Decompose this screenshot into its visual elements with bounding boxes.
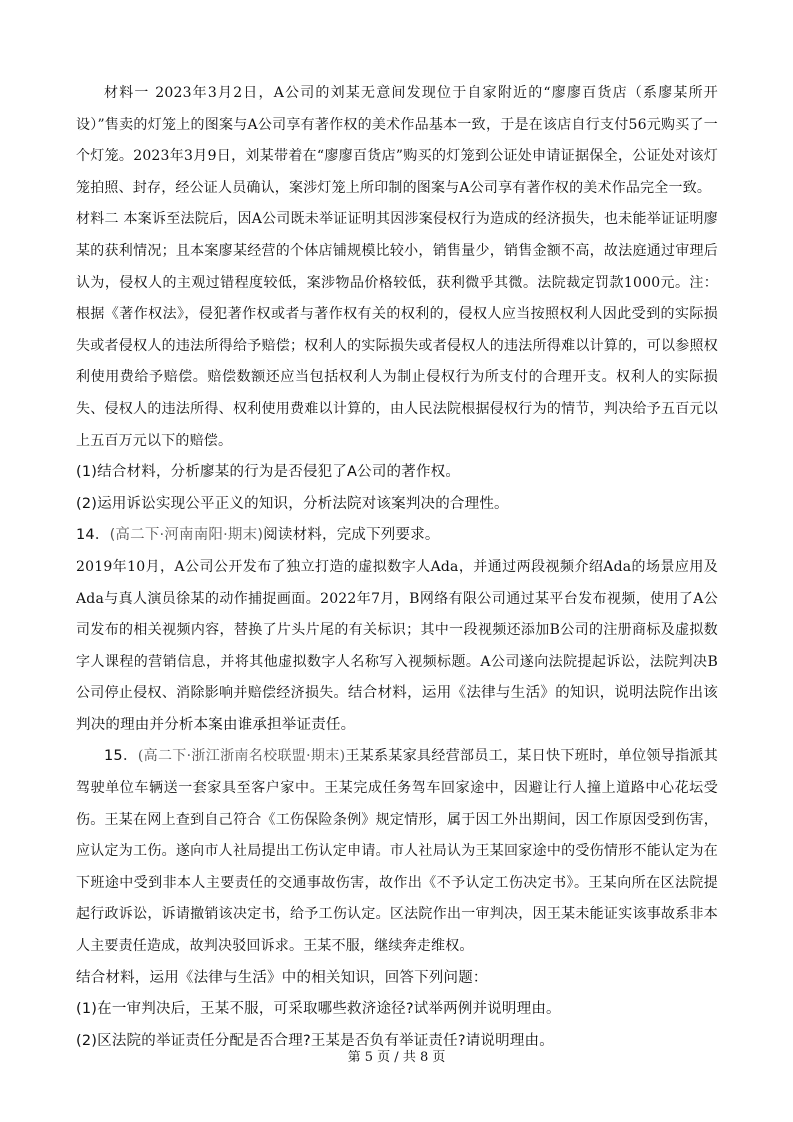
question-15-part-2: (2)区法院的举证责任分配是否合理?王某是否负有举证责任?请说明理由。 <box>76 1032 554 1049</box>
question-14-lead: 阅读材料，完成下列要求。 <box>263 527 440 544</box>
question-15-material <box>76 741 718 962</box>
question-14-task: 结合材料，运用《法律与生活》的知识，说明法院作出该判决的理由并分析本案由谁承担举证责任。 <box>76 685 718 733</box>
question-13-part-1: (1)结合材料，分析廖某的行为是否侵犯了A公司的著作权。 <box>76 464 461 481</box>
question-14-material <box>76 552 718 742</box>
question-14-header <box>76 520 718 552</box>
question-15-number: 15． <box>104 748 138 765</box>
question-13-part-2: (2)运用诉讼实现公平正义的知识，分析法院对该案判决的合理性。 <box>76 495 509 512</box>
question-15-task: 结合材料，运用《法律与生活》中的相关知识，回答下列问题： <box>76 969 488 986</box>
page-footer: 第 5 页 / 共 8 页 <box>347 1050 446 1065</box>
material-two: 材料二 本案诉至法院后，因A公司既未举证证明其因涉案侵权行为造成的经济损失，也未能举证证明廖某的获利情况；且本案廖某经营的个体店铺规模比较小，销售量少，销售金额不高，故法庭通过审理后认为，侵权人的主观过错程度较低，案涉物品价格较低，获利微乎其微。法院裁定罚款1000元。注：根据《著作权法》，侵犯著作权或者与著作权有关的权利的，侵权人应当按照权利人因此受到的实际损失或者侵权人的违法所得给予赔偿；权利人的实际损失或者侵权人的违法所得难以计算的，可以参照权利使用费给予赔偿。赔偿数额还应当包括权利人为制止侵权行为所支付的合理开支。权利人的实际损失、侵权人的违法所得、权利使用费难以计算的，由人民法院根据侵权行为的情节，判决给予五百元以上五百万元以下的赔偿。 <box>76 211 718 449</box>
question-14-number: 14． <box>76 527 110 544</box>
question-15-material-text: 王某系某家具经营部员工，某日快下班时，单位领导指派其驾驶单位车辆送一套家具至客户家中。王某完成任务驾车回家途中，因避让行人撞上道路中心花坛受伤。王某在网上查到自己符合《工伤保险条例》规定情形，属于因工外出期间，因工作原因受到伤害，应认定为工伤。遂向市人社局提出工伤认定申请。市人社局认为王某回家途中的受伤情形不能认定为在下班途中受到非本人主要责任的交通事故伤害，故作出《不予认定工伤决定书》。王某向所在区法院提起行政诉讼，诉请撤销该决定书，给予工伤认定。区法院作出一审判决，因王某未能证实该事故系非本人主要责任造成，故判决驳回诉求。王某不服，继续奔走维权。 <box>76 748 718 955</box>
question-15-source: (高二下·浙江浙南名校联盟·期末) <box>137 748 346 765</box>
page-content <box>76 78 718 1057</box>
material-one: 材料一 2023年3月2日，A公司的刘某无意间发现位于自家附近的“廖廖百货店（系廖某所开设）”售卖的灯笼上的图案与A公司享有著作权的美术作品基本一致，于是在该店自行支付56元购买了一个灯笼。2023年3月9日，刘某带着在“廖廖百货店”购买的灯笼到公证处申请证据保全，公证处对该灯笼拍照、封存，经公证人员确认，案涉灯笼上所印制的图案与A公司享有著作权的美术作品完全一致。 <box>76 85 718 196</box>
question-14-source: (高二下·河南南阳·期末) <box>109 527 264 544</box>
question-15-part-1: (1)在一审判决后，王某不服，可采取哪些救济途径?试举两例并说明理由。 <box>76 1001 561 1018</box>
question-14-material-text: 2019年10月，A公司公开发布了独立打造的虚拟数字人Ada，并通过两段视频介绍Ada的场景应用及Ada与真人演员徐某的动作捕捉画面。2022年7月，B网络有限公司通过某平台发布视频，使用了A公司发布的相关视频内容，替换了片头片尾的有关标识；其中一段视频还添加B公司的注册商标及虚拟数字人课程的营销信息，并将其他虚拟数字人名称写入视频标题。A公司遂向法院提起诉讼，法院判决B公司停止侵权、消除影响并赔偿经济损失。 <box>76 558 718 702</box>
